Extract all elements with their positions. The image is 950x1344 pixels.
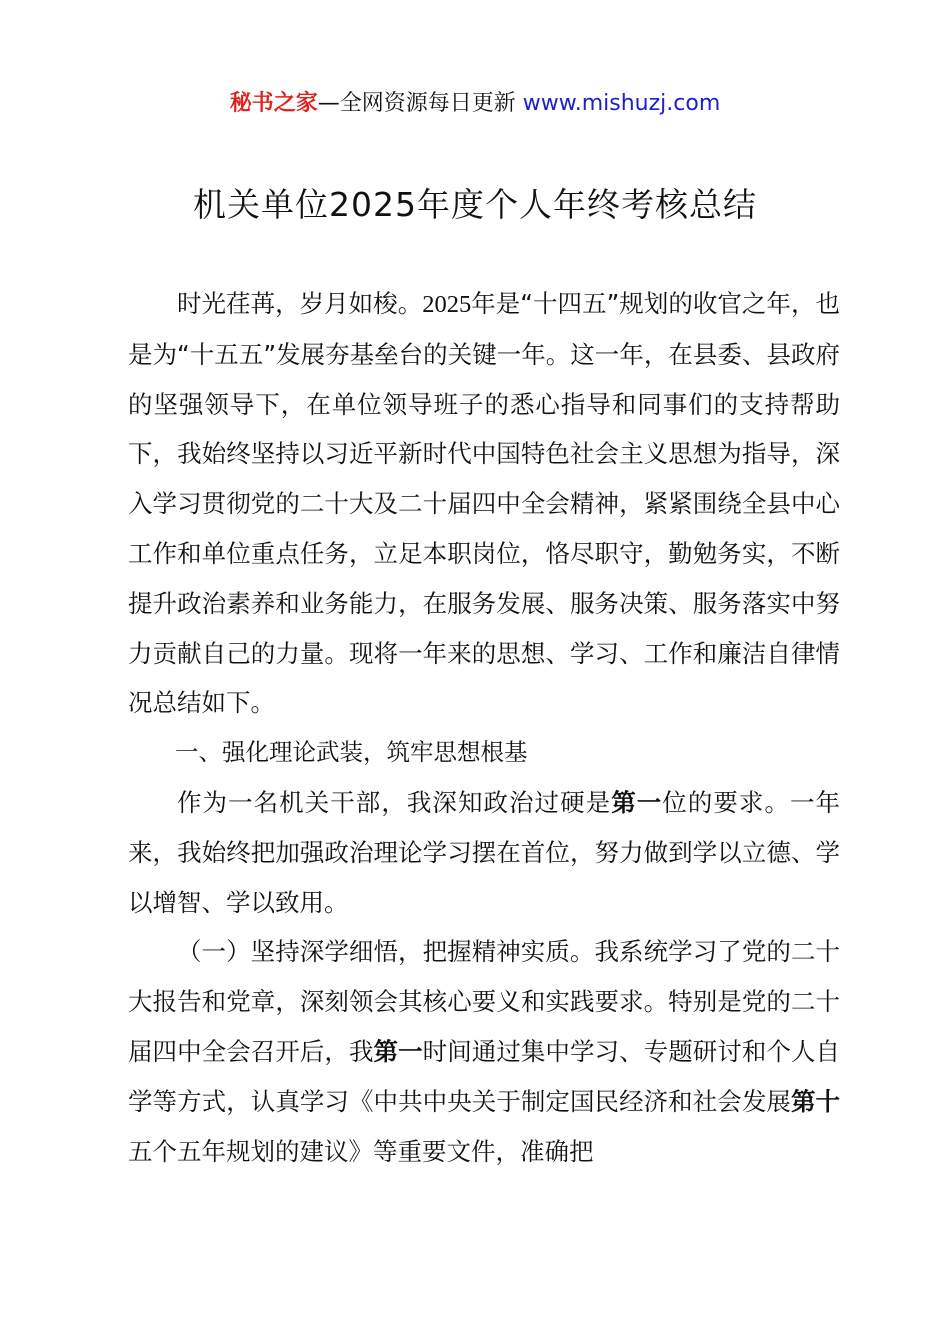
site-name: 秘书之家 <box>229 91 318 116</box>
intro-paragraph: 时光荏苒，岁月如梭。2025年是“十四五”规划的收官之年，也是为“十五五”发展夯基垒台的关键一年。这一年，在县委、县政府的坚强领导下，在单位领导班子的悉心指导和同事们的支持帮助下，我始终坚持以习近平新时代中国特色社会主义思想为指导，深入学习贯彻党的二十大及二十届四中全会精神，紧紧围绕全县中心工作和单位重点任务，立足本职岗位，恪尽职守，勤勉务实，不断提升政治素养和业务能力，在服务发展、服务决策、服务落实中努力贡献自己的力量。现将一年来的思想、学习、工作和廉洁自律情况总结如下。 <box>128 289 840 718</box>
document-title: 机关单位2025年度个人年终考核总结 <box>193 185 757 224</box>
section-heading: 一、强化理论武装，筑牢思想根基 <box>175 738 528 767</box>
emphasis-text: 第一 <box>611 787 663 817</box>
section1-paragraph: 作为一名机关干部，我深知政治过硬是第一位的要求。一年来，我始终把加强政治理论学习摆在首位，努力做到学以立德、学以增智、学以致用。 <box>128 787 841 917</box>
subsection1-paragraph: （一）坚持深学细悟，把握精神实质。我系统学习了党的二十大报告和党章，深刻领会其核心要义和实践要求。特别是党的二十届四中全会召开后，我第一时间通过集中学习、专题研讨和个人自学等方式，认真学习《中共中央关于制定国民经济和社会发展第十五个五年规划的建议》等重要文件，准确把 <box>128 937 841 1166</box>
year-text: 2025 <box>422 291 472 318</box>
site-url-link[interactable]: www.mishuzj.com <box>522 91 721 116</box>
emphasis-text: 第十 <box>790 1086 841 1116</box>
emphasis-text: 第一 <box>373 1036 423 1066</box>
site-header <box>0 88 950 120</box>
site-slogan: —全网资源每日更新 <box>317 91 516 116</box>
document-body <box>128 279 840 1176</box>
